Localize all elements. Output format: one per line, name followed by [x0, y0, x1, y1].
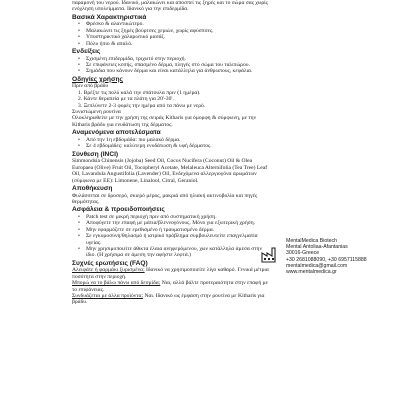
section-title-safety: Ασφάλεια & προειδοποιήσεις [72, 206, 165, 214]
intro-text: παραμονή του νερού. Ιδανικό, μαλακώνει και αποσπεί τις ξηρές και το σώμα σας χωρίς ενόχληση υπολείμματα. Ιδανικό για την επιδερμίδα. [72, 0, 268, 13]
manufacturer-website[interactable]: www.mentalmedica.gr [286, 269, 337, 276]
factory-icon [260, 244, 280, 264]
section-title-composition: Σύνθεση (INCI) [72, 150, 119, 158]
section-title-faq: Συχνές ερωτήσεις (FAQ) [72, 259, 148, 267]
faq-answer: Ναι. Ιδανικό ως έμφαση στην ρουτίνα με Kitharis για βράδυ. [72, 292, 265, 306]
faq-item-3 [72, 293, 272, 306]
usage-paragraph: Ολοκληρωθείτε με την χρήση της σειράς Kitharis για όμορφη & σύμφωνη, με την Kitharis βράδυ για ενυδάτωση της δέρματος. [72, 115, 257, 128]
list-item: • Φρέσκο & αλαντικώτερο. [82, 21, 272, 27]
list-item: • Σε 4 εβδομάδες: καλύτερη ενυδάτωση & υφή δέρματος. [82, 143, 272, 149]
section-title-main-features: Βασικά Χαρακτηριστικά [72, 13, 147, 21]
list-item: • Μην χρησιμοποιείτε άθικτα έλαια ανηφερόμενου, χων κατάλληλα άμεσα στην ίδιο. (Η χρήσιμα σε άμεση την αφήστε λεφτά.) [82, 246, 272, 259]
safety-list [72, 214, 272, 259]
usage-step: 2. Κάντε θεραπεία με τα πλάτη για 20'-30'. [78, 96, 174, 103]
manufacturer-address-line: Mental Antoliaa-Afantanias [286, 244, 348, 251]
manufacturer-name: MentalMedica Biotech [286, 238, 338, 244]
document-body [72, 0, 272, 306]
section-title-expected: Αναμενόμενα αποτελέσματα [72, 129, 161, 137]
list-item: • Μην εφαρμόζετε σε ερεθισμένο ή τραυματισμένο δέρμα. [82, 227, 272, 233]
faq-question: Συνδυάζεται με άλλα προϊόντα; [72, 292, 144, 299]
manufacturer-phone: +30 2681088090, +30 6957115888 [286, 256, 367, 263]
faq-answer: Ναι, αλλά βάλτε προτεραιότητα στην επαφή με το επιφάνειας. [72, 280, 269, 293]
list-item: • Σε εγκυμοσύνη/θηλασμό ή ιατρικό πρόβλημα συμβουλευτείτε επαγγελματία υγείας. [82, 233, 272, 246]
usage-note: Συνιστώμενη ρουτίνα [72, 109, 121, 116]
list-item: • Patch test σε μικρή περιοχή πριν από συστηματική χρήση. [82, 214, 272, 220]
composition-text: Simmondsia Chinensis (Jojoba) Seed Oil, Cocos Nucifera (Coconut) Oil & Olea Europaea (Olive) Fruit Oil, Tocopheryl Acetate, Melaleuca Alternifolia (Tea Tree) Leaf Oil, Lavandula Angustifolia (Lavender) Oil, Ενδεχόμενα αλλεργιογόνα αρωμάτων (σύμφωνα με ΕΕ): Limonene, Linalool, Citral, Geraniol. [72, 158, 268, 184]
faq-item-2 [72, 280, 272, 293]
list-item: • Υποστηρικτικό χαλαρωτικό μασάζ. [82, 34, 272, 40]
indications-list [72, 56, 272, 75]
list-item: • Αποφύγετε την επαφή με μάτια/βλεννογόνους. Μόνο για εξωτερική χρήση. [82, 220, 272, 226]
section-title-usage: Οδηγίες χρήσης [72, 75, 123, 83]
list-item: • Πόλυ ήπιο & απαλό. [82, 41, 272, 47]
section-title-storage: Αποθήκευση [72, 184, 113, 192]
manufacturer-email[interactable]: mentalmedica@gmail.com [286, 262, 348, 269]
manufacturer-info [286, 238, 404, 275]
usage-intro: Πριν από βράδυ [72, 83, 109, 90]
list-item: • Σημάδια που κάνουν δέρμα και είναι κατάλληλα για άνθρωπους, κεφάλια. [82, 68, 272, 74]
faq-item-1 [72, 267, 272, 280]
section-title-indications: Ενδείξεις [72, 48, 101, 56]
manufacturer-address-line: 30016-Greece [286, 250, 320, 257]
faq-question: Μπορώ να το βάλω πάνω από δεσμίδα; [72, 280, 161, 287]
usage-step: 1. Βρέξτε τις πολύ καλά την σπάτουλα πριν (1 ημέρα). [78, 89, 201, 96]
faq-answer: Ιδανικό να χρησιμοποιείτε λίγο καθαρό. Γενικά μέτρια ποσότητα στην περιοχή. [72, 267, 269, 280]
usage-step: 3. Ξεπλύνετε 2-3 φορές την ημέρα από τα πάνω με νερό. [78, 102, 206, 109]
list-item: • Από την 1η εβδομάδα: πιο μαλακό δέρμα. [82, 137, 272, 143]
faq-question: Αλειφάτε ή φαρμάκι ξυρισμένα; [72, 267, 145, 274]
list-item: • Σχισμένη επιδερμίδα, τριχωτό στην περιοχή. [82, 56, 272, 62]
list-item: • Σε επιφάνειες κοπής, σπασμένο δέρμα, πληγές στο σώμα του ταλιπώρου. [82, 62, 272, 68]
main-features-list [72, 21, 272, 47]
usage-steps [72, 90, 272, 109]
expected-list [72, 137, 272, 150]
storage-text: Φυλάσσεται σε δροσερό, σκιερό μέρος, μακριά από ηλιακή ακτινοβολία και πηγές θερμότητας. [72, 192, 258, 205]
list-item: • Μαλακώνει τις ξηρές βούρτσες χεριών, χωρίς αφύσπσες. [82, 28, 272, 34]
